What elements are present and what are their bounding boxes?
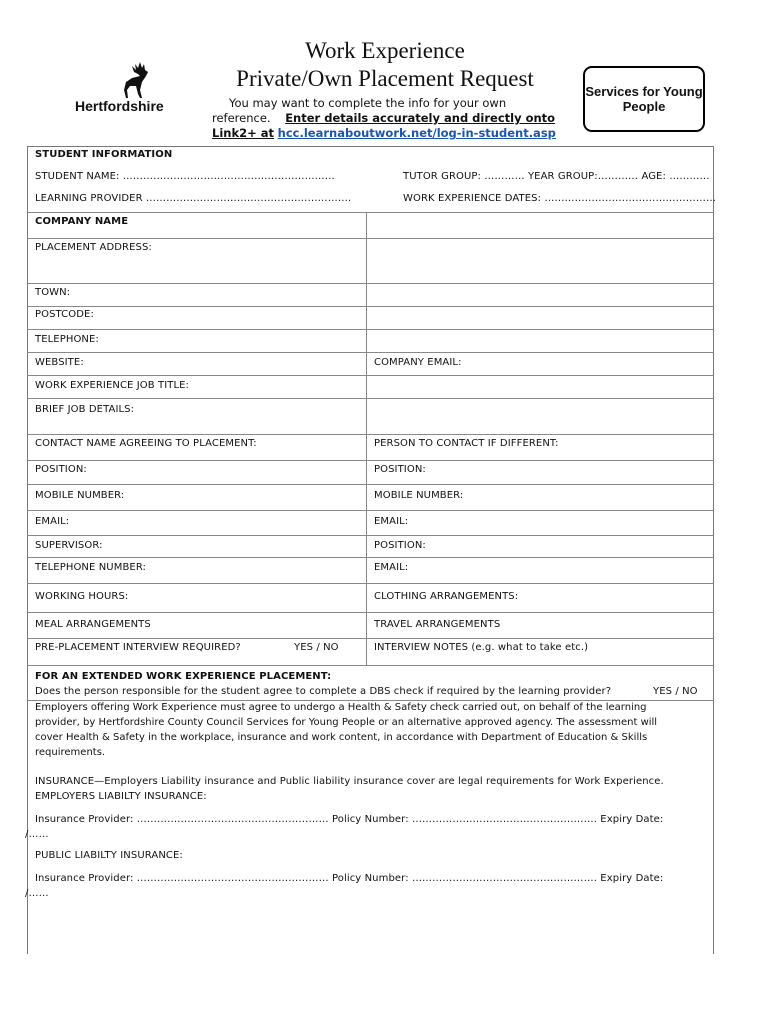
row-divider — [27, 460, 714, 461]
row-divider — [27, 283, 714, 284]
tutor-year-age-field[interactable]: TUTOR GROUP: ………… YEAR GROUP:………… AGE: ………… — [403, 171, 710, 182]
health-line: requirements. — [35, 747, 106, 758]
row-divider — [27, 352, 714, 353]
row-divider — [27, 535, 714, 536]
row-divider — [27, 665, 714, 666]
row-divider — [27, 375, 714, 376]
student-name-field[interactable]: STUDENT NAME: ……………………………………………………… — [35, 171, 335, 182]
row-divider — [27, 398, 714, 399]
student-section-title: STUDENT INFORMATION — [35, 149, 173, 160]
extended-title: FOR AN EXTENDED WORK EXPERIENCE PLACEMENT: — [35, 671, 332, 682]
stag-logo-icon — [118, 60, 154, 100]
row-divider — [27, 557, 714, 558]
alt-email-label: EMAIL: — [374, 516, 409, 527]
health-safety-paragraph — [35, 700, 705, 760]
health-line: provider, by Hertfordshire County Council Services for Young People or an alternative approved agency. The assessment will — [35, 717, 658, 728]
services-for-young-people-box: Services for Young People — [583, 66, 705, 132]
row-divider — [27, 583, 714, 584]
travel-label: TRAVEL ARRANGEMENTS — [374, 619, 501, 630]
telephone-number-label: TELEPHONE NUMBER: — [35, 562, 147, 573]
row-divider — [27, 212, 714, 213]
learning-provider-field[interactable]: LEARNING PROVIDER ……………………………………………………. — [35, 193, 352, 204]
intro-text — [212, 96, 572, 141]
alt-position-label: POSITION: — [374, 464, 426, 475]
page-subtitle: Private/Own Placement Request — [236, 66, 534, 91]
alt-mobile-label: MOBILE NUMBER: — [374, 490, 464, 501]
mobile-label: MOBILE NUMBER: — [35, 490, 125, 501]
employers-expiry-continued: /…… — [25, 829, 49, 840]
job-details-label: BRIEF JOB DETAILS: — [35, 404, 135, 415]
dbs-question: Does the person responsible for the student agree to complete a DBS check if required by the learning provider? — [35, 686, 612, 697]
interview-required-label: PRE-PLACEMENT INTERVIEW REQUIRED? — [35, 642, 241, 653]
working-hours-label: WORKING HOURS: — [35, 591, 129, 602]
town-label: TOWN: — [35, 287, 71, 298]
public-insurance-fields[interactable]: Insurance Provider: ………………………………………………… Policy Number: ………………………………………………. Expiry Date: — [35, 873, 664, 884]
intro-line-3a: Link2+ at — [212, 126, 275, 140]
interview-yes-no[interactable]: YES / NO — [294, 642, 339, 653]
row-divider — [27, 238, 714, 239]
company-email-label: COMPANY EMAIL: — [374, 357, 462, 368]
intro-line-2b: Enter details accurately and directly onto — [285, 111, 556, 125]
form-frame — [27, 146, 717, 954]
work-experience-dates-field[interactable]: WORK EXPERIENCE DATES: …………………………………………… — [403, 193, 717, 204]
intro-line-1: You may want to complete the info for your own — [229, 96, 507, 110]
postcode-label: POSTCODE: — [35, 309, 94, 320]
position-label: POSITION: — [35, 464, 87, 475]
page-title: Work Experience — [305, 38, 465, 63]
supervisor-label: SUPERVISOR: — [35, 540, 103, 551]
row-divider — [27, 306, 714, 307]
row-divider — [27, 329, 714, 330]
dbs-yes-no[interactable]: YES / NO — [653, 686, 698, 697]
contact-name-label: CONTACT NAME AGREEING TO PLACEMENT: — [35, 438, 257, 449]
email-label: EMAIL: — [35, 516, 70, 527]
employers-liability-title: EMPLOYERS LIABILTY INSURANCE: — [35, 791, 207, 802]
job-title-label: WORK EXPERIENCE JOB TITLE: — [35, 380, 190, 391]
link2-url-link[interactable]: hcc.learnaboutwork.net/log-in-student.asp — [277, 126, 556, 140]
public-expiry-continued: /…… — [25, 888, 49, 899]
clothing-label: CLOTHING ARRANGEMENTS: — [374, 591, 519, 602]
health-line: cover Health & Safety in the workplace, insurance and work content, in accordance with Department of Education & Skills — [35, 732, 648, 743]
intro-line-2a: reference. — [212, 111, 271, 125]
supervisor-email-label: EMAIL: — [374, 562, 409, 573]
website-label: WEBSITE: — [35, 357, 84, 368]
interview-notes-label: INTERVIEW NOTES (e.g. what to take etc.) — [374, 642, 589, 653]
hertfordshire-logo-text: Hertfordshire — [75, 98, 164, 114]
alt-contact-label: PERSON TO CONTACT IF DIFFERENT: — [374, 438, 559, 449]
health-line: Employers offering Work Experience must agree to undergo a Health & Safety check carried out, on behalf of the learning — [35, 702, 647, 713]
meal-label: MEAL ARRANGEMENTS — [35, 619, 151, 630]
column-divider — [366, 212, 367, 665]
row-divider — [27, 484, 714, 485]
row-divider — [27, 510, 714, 511]
row-divider — [27, 612, 714, 613]
public-liability-title: PUBLIC LIABILTY INSURANCE: — [35, 850, 183, 861]
row-divider — [27, 638, 714, 639]
telephone-label: TELEPHONE: — [35, 334, 99, 345]
employers-insurance-fields[interactable]: Insurance Provider: ………………………………………………… Policy Number: ………………………………………………. Expiry Date: — [35, 814, 664, 825]
supervisor-position-label: POSITION: — [374, 540, 426, 551]
row-divider — [27, 434, 714, 435]
insurance-intro: INSURANCE—Employers Liability insurance and Public liability insurance cover are legal requirements for Work Experience. — [35, 776, 664, 787]
placement-address-label: PLACEMENT ADDRESS: — [35, 242, 152, 253]
company-name-label: COMPANY NAME — [35, 216, 129, 227]
